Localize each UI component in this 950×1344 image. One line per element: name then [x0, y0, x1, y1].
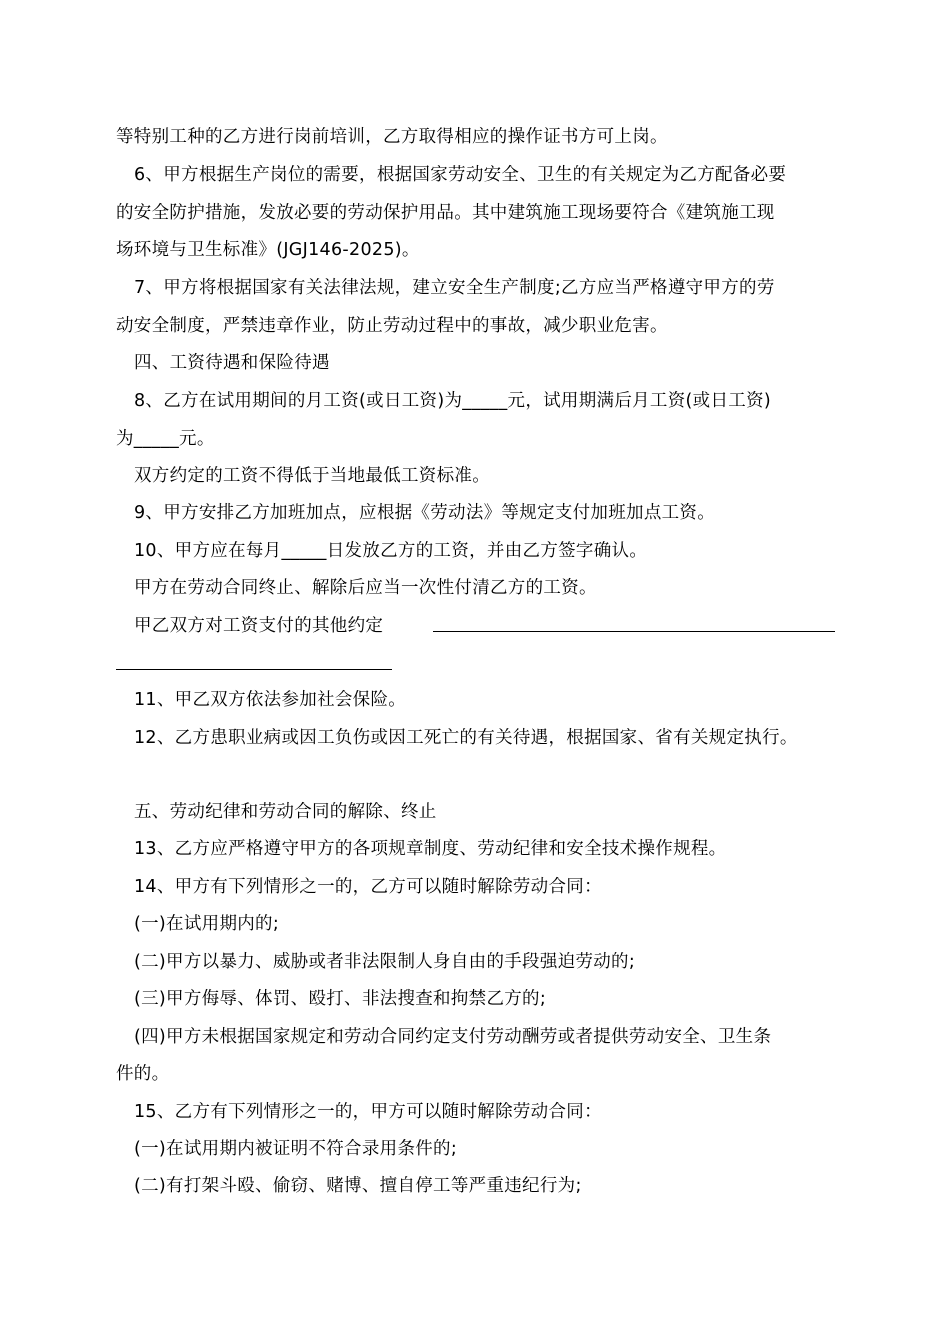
text-line: 的安全防护措施，发放必要的劳动保护用品。其中建筑施工现场要符合《建筑施工现 — [116, 203, 775, 223]
text-line: 件的。 — [116, 1064, 170, 1084]
section-heading: 四、工资待遇和保险待遇 — [134, 353, 330, 373]
fill-in-blank-line — [116, 669, 392, 670]
clause-9: 9、甲方安排乙方加班加点，应根据《劳动法》等规定支付加班加点工资。 — [134, 503, 716, 523]
list-item: (二)甲方以暴力、威胁或者非法限制人身自由的手段强迫劳动的; — [134, 952, 636, 972]
clause-10: 10、甲方应在每月_____日发放乙方的工资，并由乙方签字确认。 — [134, 541, 648, 561]
list-item: (四)甲方未根据国家规定和劳动合同约定支付劳动酬劳或者提供劳动安全、卫生条 — [134, 1027, 772, 1047]
clause-8: 8、乙方在试用期间的月工资(或日工资)为_____元，试用期满后月工资(或日工资) — [134, 391, 771, 411]
list-item: (一)在试用期内的; — [134, 914, 280, 934]
text-line: 动安全制度，严禁违章作业，防止劳动过程中的事故，减少职业危害。 — [116, 316, 668, 336]
clause-13: 13、乙方应严格遵守甲方的各项规章制度、劳动纪律和安全技术操作规程。 — [134, 839, 727, 859]
clause-6: 6、甲方根据生产岗位的需要，根据国家劳动安全、卫生的有关规定为乙方配备必要 — [134, 165, 787, 185]
other-agreement-label: 甲乙双方对工资支付的其他约定 — [134, 616, 384, 636]
text-line: 等特别工种的乙方进行岗前培训，乙方取得相应的操作证书方可上岗。 — [116, 127, 668, 147]
clause-7: 7、甲方将根据国家有关法律法规，建立安全生产制度;乙方应当严格遵守甲方的劳 — [134, 278, 775, 298]
text-line: 为_____元。 — [116, 429, 215, 449]
text-line: 双方约定的工资不得低于当地最低工资标准。 — [134, 466, 490, 486]
fill-in-blank-line — [433, 631, 835, 632]
clause-14: 14、甲方有下列情形之一的，乙方可以随时解除劳动合同： — [134, 877, 602, 897]
text-line: 场环境与卫生标准》(JGJ146-2025)。 — [116, 240, 420, 260]
list-item: (三)甲方侮辱、体罚、殴打、非法搜查和拘禁乙方的; — [134, 989, 547, 1009]
section-heading: 五、劳动纪律和劳动合同的解除、终止 — [134, 802, 437, 822]
text-line: 甲方在劳动合同终止、解除后应当一次性付清乙方的工资。 — [134, 578, 597, 598]
clause-12: 12、乙方患职业病或因工负伤或因工死亡的有关待遇，根据国家、省有关规定执行。 — [134, 728, 798, 748]
list-item: (二)有打架斗殴、偷窃、赌博、擅自停工等严重违纪行为; — [134, 1176, 582, 1196]
clause-15: 15、乙方有下列情形之一的，甲方可以随时解除劳动合同： — [134, 1102, 602, 1122]
list-item: (一)在试用期内被证明不符合录用条件的; — [134, 1139, 458, 1159]
clause-11: 11、甲乙双方依法参加社会保险。 — [134, 690, 407, 710]
